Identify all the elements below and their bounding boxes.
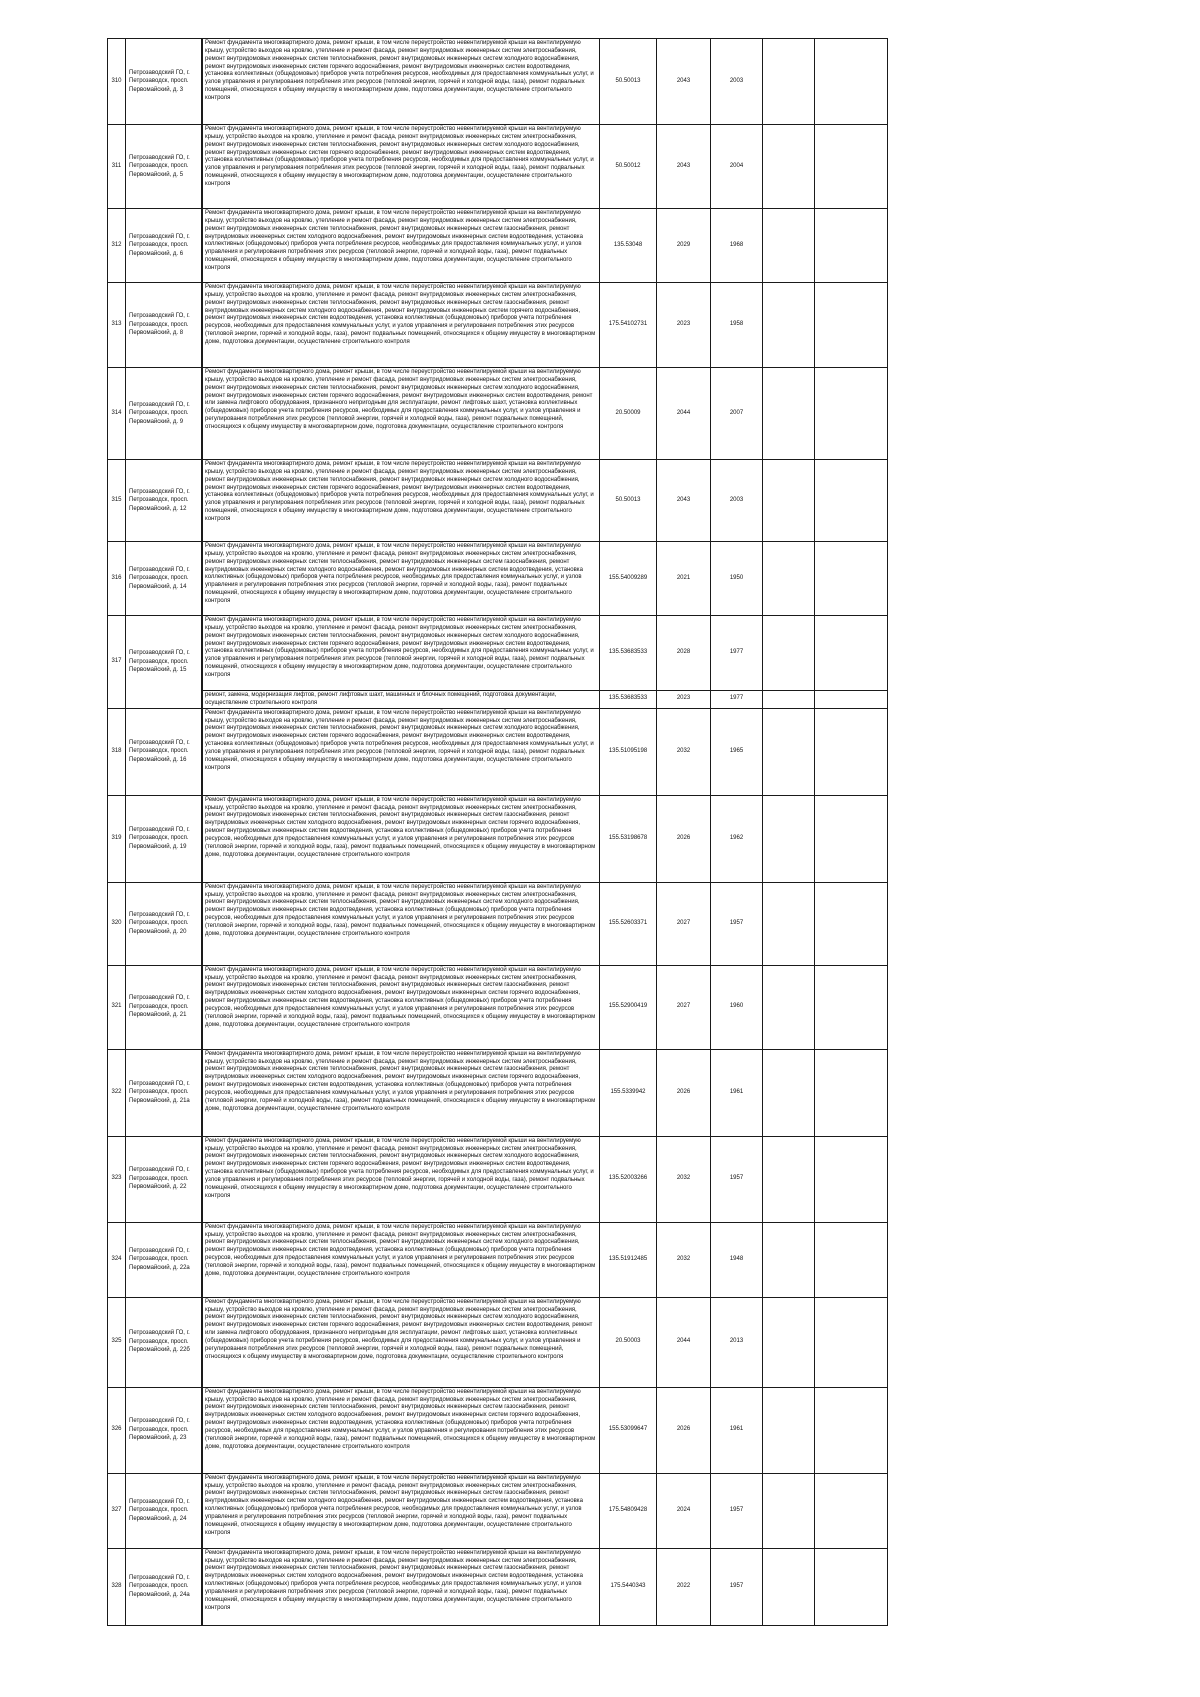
blank-cell <box>815 1548 888 1625</box>
build-year: 1961 <box>711 1049 763 1136</box>
works-description: Ремонт фундамента многоквартирного дома, ремонт крыши, в том числе переустройство невентилируемой крыши на вентилируемую крышу, устройство выходов на кровлю, утепление и ремонт фасада, ремонт внутридомовых инженерных систем электроснабжения, ремонт внутридомовых инженерных систем теплоснабжения, ремонт внутридомовых инженерных систем холодного водоснабжения, ремонт внутридомовых инженерных систем горячего водоснабжения, ремонт внутридомовых инженерных систем водоотведения, установка коллективных (общедомовых) приборов учета потребления ресурсов, необходимых для предоставления коммунальных услуг, и узлов управления и регулирования потребления этих ресурсов (тепловой энергии, горячей и холодной воды, газа), ремонт подвальных помещений, относящихся к общему имуществу в многоквартирном доме, подготовка документации, осуществление строительного контроля <box>203 616 600 691</box>
table-row <box>108 542 888 616</box>
blank-cell <box>815 1222 888 1297</box>
build-year: 1957 <box>711 882 763 965</box>
table-row <box>108 965 888 1049</box>
blank-cell <box>763 1222 815 1297</box>
row-number: 314 <box>108 368 126 460</box>
works-description: Ремонт фундамента многоквартирного дома, ремонт крыши, в том числе переустройство невентилируемой крыши на вентилируемую крышу, устройство выходов на кровлю, утепление и ремонт фасада, ремонт внутридомовых инженерных систем электроснабжения, ремонт внутридомовых инженерных систем теплоснабжения, ремонт внутридомовых инженерных систем холодного водоснабжения, ремонт внутридомовых инженерных систем водоотведения, установка коллективных (общедомовых) приборов учета потребления ресурсов, необходимых для предоставления коммунальных услуг, и узлов управления и регулирования потребления этих ресурсов (тепловой энергии, горячей и холодной воды, газа), ремонт подвальных помещений, относящихся к общему имуществу в многоквартирном доме, подготовка документации, осуществление строительного контроля <box>203 1222 600 1297</box>
blank-cell <box>815 616 888 691</box>
cost-value: 135.53048 <box>600 209 657 283</box>
address-cell: Петрозаводский ГО, г. Петрозаводск, просп. Первомайский, д. 24а <box>126 1548 202 1625</box>
row-number: 313 <box>108 283 126 368</box>
build-year: 2004 <box>711 125 763 209</box>
table-row <box>108 795 888 882</box>
planned-year: 2021 <box>657 542 711 616</box>
table-row <box>108 209 888 283</box>
address-cell: Петрозаводский ГО, г. Петрозаводск, просп. Первомайский, д. 14 <box>126 542 202 616</box>
address-cell: Петрозаводский ГО, г. Петрозаводск, просп. Первомайский, д. 22б <box>126 1297 202 1387</box>
planned-year: 2023 <box>657 691 711 709</box>
build-year: 2003 <box>711 460 763 542</box>
works-description: Ремонт фундамента многоквартирного дома, ремонт крыши, в том числе переустройство невентилируемой крыши на вентилируемую крышу, устройство выходов на кровлю, утепление и ремонт фасада, ремонт внутридомовых инженерных систем электроснабжения, ремонт внутридомовых инженерных систем теплоснабжения, ремонт внутридомовых инженерных систем холодного водоснабжения, ремонт внутридомовых инженерных систем горячего водоснабжения, ремонт внутридомовых инженерных систем водоотведения, установка коллективных (общедомовых) приборов учета потребления ресурсов, необходимых для предоставления коммунальных услуг, и узлов управления и регулирования потребления этих ресурсов (тепловой энергии, горячей и холодной воды, газа), ремонт подвальных помещений, относящихся к общему имуществу в многоквартирном доме, подготовка документации, осуществление строительного контроля <box>203 125 600 209</box>
works-description: Ремонт фундамента многоквартирного дома, ремонт крыши, в том числе переустройство невентилируемой крыши на вентилируемую крышу, устройство выходов на кровлю, утепление и ремонт фасада, ремонт внутридомовых инженерных систем электроснабжения, ремонт внутридомовых инженерных систем теплоснабжения, ремонт внутридомовых инженерных систем газоснабжения, ремонт внутридомовых инженерных систем холодного водоснабжения, ремонт внутридомовых инженерных систем горячего водоснабжения, ремонт внутридомовых инженерных систем водоотведения, установка коллективных (общедомовых) приборов учета потребления ресурсов, необходимых для предоставления коммунальных услуг, и узлов управления и регулирования потребления этих ресурсов (тепловой энергии, горячей и холодной воды, газа), ремонт подвальных помещений, относящихся к общему имуществу в многоквартирном доме, подготовка документации, осуществление строительного контроля <box>203 1049 600 1136</box>
row-number: 310 <box>108 39 126 125</box>
blank-cell <box>815 542 888 616</box>
build-year: 1960 <box>711 965 763 1049</box>
works-description: Ремонт фундамента многоквартирного дома, ремонт крыши, в том числе переустройство невентилируемой крыши на вентилируемую крышу, устройство выходов на кровлю, утепление и ремонт фасада, ремонт внутридомовых инженерных систем электроснабжения, ремонт внутридомовых инженерных систем теплоснабжения, ремонт внутридомовых инженерных систем холодного водоснабжения, ремонт внутридомовых инженерных систем водоотведения, установка коллективных (общедомовых) приборов учета потребления ресурсов, необходимых для предоставления коммунальных услуг, и узлов управления и регулирования потребления этих ресурсов (тепловой энергии, горячей и холодной воды, газа), ремонт подвальных помещений, относящихся к общему имуществу в многоквартирном доме, подготовка документации, осуществление строительного контроля <box>203 882 600 965</box>
build-year: 1957 <box>711 1136 763 1222</box>
table-row <box>108 1049 888 1136</box>
planned-year: 2044 <box>657 368 711 460</box>
table-row <box>108 882 888 965</box>
works-description: Ремонт фундамента многоквартирного дома, ремонт крыши, в том числе переустройство невентилируемой крыши на вентилируемую крышу, устройство выходов на кровлю, утепление и ремонт фасада, ремонт внутридомовых инженерных систем электроснабжения, ремонт внутридомовых инженерных систем теплоснабжения, ремонт внутридомовых инженерных систем холодного водоснабжения, ремонт внутридомовых инженерных систем горячего водоснабжения, ремонт внутридомовых инженерных систем водоотведения, установка коллективных (общедомовых) приборов учета потребления ресурсов, необходимых для предоставления коммунальных услуг, и узлов управления и регулирования потребления этих ресурсов (тепловой энергии, горячей и холодной воды, газа), ремонт подвальных помещений, относящихся к общему имуществу в многоквартирном доме, подготовка документации, осуществление строительного контроля <box>203 1136 600 1222</box>
row-number: 328 <box>108 1548 126 1625</box>
cost-value: 155.53099647 <box>600 1387 657 1473</box>
row-number: 323 <box>108 1136 126 1222</box>
blank-cell <box>763 1387 815 1473</box>
planned-year: 2028 <box>657 616 711 691</box>
blank-cell <box>815 1136 888 1222</box>
cost-value: 175.5440343 <box>600 1548 657 1625</box>
blank-cell <box>763 795 815 882</box>
table-row <box>108 125 888 209</box>
works-description: Ремонт фундамента многоквартирного дома, ремонт крыши, в том числе переустройство невентилируемой крыши на вентилируемую крышу, устройство выходов на кровлю, утепление и ремонт фасада, ремонт внутридомовых инженерных систем электроснабжения, ремонт внутридомовых инженерных систем теплоснабжения, ремонт внутридомовых инженерных систем холодного водоснабжения, ремонт внутридомовых инженерных систем горячего водоснабжения, ремонт внутридомовых инженерных систем водоотведения, установка коллективных (общедомовых) приборов учета потребления ресурсов, необходимых для предоставления коммунальных услуг, и узлов управления и регулирования потребления этих ресурсов (тепловой энергии, горячей и холодной воды, газа), ремонт подвальных помещений, относящихся к общему имуществу в многоквартирном доме, подготовка документации, осуществление строительного контроля <box>203 460 600 542</box>
planned-year: 2044 <box>657 1297 711 1387</box>
cost-value: 175.54102731 <box>600 283 657 368</box>
address-cell: Петрозаводский ГО, г. Петрозаводск, просп. Первомайский, д. 24 <box>126 1473 202 1548</box>
table-row <box>108 1548 888 1625</box>
row-number: 318 <box>108 708 126 795</box>
table-row <box>108 283 888 368</box>
row-number: 315 <box>108 460 126 542</box>
blank-cell <box>815 691 888 709</box>
address-cell: Петрозаводский ГО, г. Петрозаводск, просп. Первомайский, д. 21а <box>126 1049 202 1136</box>
table-row <box>108 616 888 691</box>
blank-cell <box>763 691 815 709</box>
blank-cell <box>763 882 815 965</box>
build-year: 1957 <box>711 1548 763 1625</box>
blank-cell <box>815 1297 888 1387</box>
blank-cell <box>815 1049 888 1136</box>
cost-value: 50.50013 <box>600 39 657 125</box>
address-cell: Петрозаводский ГО, г. Петрозаводск, просп. Первомайский, д. 15 <box>126 616 202 709</box>
build-year: 1948 <box>711 1222 763 1297</box>
blank-cell <box>815 209 888 283</box>
works-description: Ремонт фундамента многоквартирного дома, ремонт крыши, в том числе переустройство невентилируемой крыши на вентилируемую крышу, устройство выходов на кровлю, утепление и ремонт фасада, ремонт внутридомовых инженерных систем электроснабжения, ремонт внутридомовых инженерных систем теплоснабжения, ремонт внутридомовых инженерных систем газоснабжения, ремонт внутридомовых инженерных систем холодного водоснабжения, ремонт внутридомовых инженерных систем горячего водоснабжения, ремонт внутридомовых инженерных систем водоотведения, установка коллективных (общедомовых) приборов учета потребления ресурсов, необходимых для предоставления коммунальных услуг, и узлов управления и регулирования потребления этих ресурсов (тепловой энергии, горячей и холодной воды, газа), ремонт подвальных помещений, относящихся к общему имуществу в многоквартирном доме, подготовка документации, осуществление строительного контроля <box>203 283 600 368</box>
build-year: 2003 <box>711 39 763 125</box>
planned-year: 2027 <box>657 965 711 1049</box>
planned-year: 2022 <box>657 1548 711 1625</box>
housing-repair-table <box>107 38 888 1626</box>
planned-year: 2026 <box>657 795 711 882</box>
address-cell: Петрозаводский ГО, г. Петрозаводск, просп. Первомайский, д. 22 <box>126 1136 202 1222</box>
cost-value: 20.50003 <box>600 1297 657 1387</box>
address-cell: Петрозаводский ГО, г. Петрозаводск, просп. Первомайский, д. 21 <box>126 965 202 1049</box>
works-description: Ремонт фундамента многоквартирного дома, ремонт крыши, в том числе переустройство невентилируемой крыши на вентилируемую крышу, устройство выходов на кровлю, утепление и ремонт фасада, ремонт внутридомовых инженерных систем электроснабжения, ремонт внутридомовых инженерных систем теплоснабжения, ремонт внутридомовых инженерных систем газоснабжения, ремонт внутридомовых инженерных систем холодного водоснабжения, ремонт внутридомовых инженерных систем горячего водоснабжения, ремонт внутридомовых инженерных систем водоотведения, установка коллективных (общедомовых) приборов учета потребления ресурсов, необходимых для предоставления коммунальных услуг, и узлов управления и регулирования потребления этих ресурсов (тепловой энергии, горячей и холодной воды, газа), ремонт подвальных помещений, относящихся к общему имуществу в многоквартирном доме, подготовка документации, осуществление строительного контроля <box>203 795 600 882</box>
blank-cell <box>815 708 888 795</box>
row-number: 320 <box>108 882 126 965</box>
build-year: 2007 <box>711 368 763 460</box>
row-number: 327 <box>108 1473 126 1548</box>
works-description: Ремонт фундамента многоквартирного дома, ремонт крыши, в том числе переустройство невентилируемой крыши на вентилируемую крышу, устройство выходов на кровлю, утепление и ремонт фасада, ремонт внутридомовых инженерных систем электроснабжения, ремонт внутридомовых инженерных систем теплоснабжения, ремонт внутридомовых инженерных систем газоснабжения, ремонт внутридомовых инженерных систем холодного водоснабжения, ремонт внутридомовых инженерных систем водоотведения, установка коллективных (общедомовых) приборов учета потребления ресурсов, необходимых для предоставления коммунальных услуг, и узлов управления и регулирования потребления этих ресурсов (тепловой энергии, горячей и холодной воды, газа), ремонт подвальных помещений, относящихся к общему имуществу в многоквартирном доме, подготовка документации, осуществление строительного контроля <box>203 1548 600 1625</box>
works-description: Ремонт фундамента многоквартирного дома, ремонт крыши, в том числе переустройство невентилируемой крыши на вентилируемую крышу, устройство выходов на кровлю, утепление и ремонт фасада, ремонт внутридомовых инженерных систем электроснабжения, ремонт внутридомовых инженерных систем теплоснабжения, ремонт внутридомовых инженерных систем газоснабжения, ремонт внутридомовых инженерных систем холодного водоснабжения, ремонт внутридомовых инженерных систем водоотведения, установка коллективных (общедомовых) приборов учета потребления ресурсов, необходимых для предоставления коммунальных услуг, и узлов управления и регулирования потребления этих ресурсов (тепловой энергии, горячей и холодной воды, газа), ремонт подвальных помещений, относящихся к общему имуществу в многоквартирном доме, подготовка документации, осуществление строительного контроля <box>203 209 600 283</box>
planned-year: 2026 <box>657 1387 711 1473</box>
blank-cell <box>815 368 888 460</box>
planned-year: 2027 <box>657 882 711 965</box>
cost-value: 155.52900419 <box>600 965 657 1049</box>
table-row <box>108 691 888 709</box>
build-year: 1977 <box>711 691 763 709</box>
cost-value: 50.50012 <box>600 125 657 209</box>
works-description: Ремонт фундамента многоквартирного дома, ремонт крыши, в том числе переустройство невентилируемой крыши на вентилируемую крышу, устройство выходов на кровлю, утепление и ремонт фасада, ремонт внутридомовых инженерных систем электроснабжения, ремонт внутридомовых инженерных систем теплоснабжения, ремонт внутридомовых инженерных систем холодного водоснабжения, ремонт внутридомовых инженерных систем горячего водоснабжения, ремонт внутридомовых инженерных систем водоотведения, установка коллективных (общедомовых) приборов учета потребления ресурсов, необходимых для предоставления коммунальных услуг, и узлов управления и регулирования потребления этих ресурсов (тепловой энергии, горячей и холодной воды, газа), ремонт подвальных помещений, относящихся к общему имуществу в многоквартирном доме, подготовка документации, осуществление строительного контроля <box>203 39 600 125</box>
table-row <box>108 368 888 460</box>
build-year: 1962 <box>711 795 763 882</box>
row-number: 312 <box>108 209 126 283</box>
blank-cell <box>763 39 815 125</box>
works-description: Ремонт фундамента многоквартирного дома, ремонт крыши, в том числе переустройство невентилируемой крыши на вентилируемую крышу, устройство выходов на кровлю, утепление и ремонт фасада, ремонт внутридомовых инженерных систем электроснабжения, ремонт внутридомовых инженерных систем теплоснабжения, ремонт внутридомовых инженерных систем холодного водоснабжения, ремонт внутридомовых инженерных систем горячего водоснабжения, ремонт внутридомовых инженерных систем водоотведения, установка коллективных (общедомовых) приборов учета потребления ресурсов, необходимых для предоставления коммунальных услуг, и узлов управления и регулирования потребления этих ресурсов (тепловой энергии, горячей и холодной воды, газа), ремонт подвальных помещений, относящихся к общему имуществу в многоквартирном доме, подготовка документации, осуществление строительного контроля <box>203 708 600 795</box>
works-description: Ремонт фундамента многоквартирного дома, ремонт крыши, в том числе переустройство невентилируемой крыши на вентилируемую крышу, устройство выходов на кровлю, утепление и ремонт фасада, ремонт внутридомовых инженерных систем электроснабжения, ремонт внутридомовых инженерных систем теплоснабжения, ремонт внутридомовых инженерных систем газоснабжения, ремонт внутридомовых инженерных систем холодного водоснабжения, ремонт внутридомовых инженерных систем горячего водоснабжения, ремонт внутридомовых инженерных систем водоотведения, установка коллективных (общедомовых) приборов учета потребления ресурсов, необходимых для предоставления коммунальных услуг, и узлов управления и регулирования потребления этих ресурсов (тепловой энергии, горячей и холодной воды, газа), ремонт подвальных помещений, относящихся к общему имуществу в многоквартирном доме, подготовка документации, осуществление строительного контроля <box>203 965 600 1049</box>
planned-year: 2026 <box>657 1049 711 1136</box>
blank-cell <box>763 1136 815 1222</box>
address-cell: Петрозаводский ГО, г. Петрозаводск, просп. Первомайский, д. 20 <box>126 882 202 965</box>
row-number: 322 <box>108 1049 126 1136</box>
cost-value: 135.53683533 <box>600 691 657 709</box>
row-number: 321 <box>108 965 126 1049</box>
blank-cell <box>763 209 815 283</box>
blank-cell <box>763 616 815 691</box>
blank-cell <box>763 1548 815 1625</box>
blank-cell <box>815 1473 888 1548</box>
planned-year: 2032 <box>657 1136 711 1222</box>
address-cell: Петрозаводский ГО, г. Петрозаводск, просп. Первомайский, д. 19 <box>126 795 202 882</box>
blank-cell <box>815 39 888 125</box>
blank-cell <box>763 460 815 542</box>
planned-year: 2043 <box>657 460 711 542</box>
planned-year: 2024 <box>657 1473 711 1548</box>
blank-cell <box>815 795 888 882</box>
cost-value: 155.52603371 <box>600 882 657 965</box>
table-body <box>108 39 888 1626</box>
planned-year: 2032 <box>657 1222 711 1297</box>
blank-cell <box>815 882 888 965</box>
table-row <box>108 1297 888 1387</box>
build-year: 1968 <box>711 209 763 283</box>
table-row <box>108 1387 888 1473</box>
address-cell: Петрозаводский ГО, г. Петрозаводск, просп. Первомайский, д. 9 <box>126 368 202 460</box>
row-number: 319 <box>108 795 126 882</box>
works-description: Ремонт фундамента многоквартирного дома, ремонт крыши, в том числе переустройство невентилируемой крыши на вентилируемую крышу, устройство выходов на кровлю, утепление и ремонт фасада, ремонт внутридомовых инженерных систем электроснабжения, ремонт внутридомовых инженерных систем теплоснабжения, ремонт внутридомовых инженерных систем газоснабжения, ремонт внутридомовых инженерных систем холодного водоснабжения, ремонт внутридомовых инженерных систем водоотведения, установка коллективных (общедомовых) приборов учета потребления ресурсов, необходимых для предоставления коммунальных услуг, и узлов управления и регулирования потребления этих ресурсов (тепловой энергии, горячей и холодной воды, газа), ремонт подвальных помещений, относящихся к общему имуществу в многоквартирном доме, подготовка документации, осуществление строительного контроля <box>203 1473 600 1548</box>
address-cell: Петрозаводский ГО, г. Петрозаводск, просп. Первомайский, д. 3 <box>126 39 202 125</box>
row-number: 326 <box>108 1387 126 1473</box>
planned-year: 2023 <box>657 283 711 368</box>
blank-cell <box>763 368 815 460</box>
blank-cell <box>815 283 888 368</box>
planned-year: 2043 <box>657 39 711 125</box>
table-row <box>108 39 888 125</box>
row-number: 325 <box>108 1297 126 1387</box>
blank-cell <box>815 1387 888 1473</box>
address-cell: Петрозаводский ГО, г. Петрозаводск, просп. Первомайский, д. 5 <box>126 125 202 209</box>
cost-value: 135.51095198 <box>600 708 657 795</box>
address-cell: Петрозаводский ГО, г. Петрозаводск, просп. Первомайский, д. 12 <box>126 460 202 542</box>
blank-cell <box>763 283 815 368</box>
build-year: 2013 <box>711 1297 763 1387</box>
row-number: 317 <box>108 616 126 709</box>
cost-value: 135.53683533 <box>600 616 657 691</box>
cost-value: 135.52003266 <box>600 1136 657 1222</box>
cost-value: 155.5339942 <box>600 1049 657 1136</box>
build-year: 1958 <box>711 283 763 368</box>
address-cell: Петрозаводский ГО, г. Петрозаводск, просп. Первомайский, д. 6 <box>126 209 202 283</box>
works-description: Ремонт фундамента многоквартирного дома, ремонт крыши, в том числе переустройство невентилируемой крыши на вентилируемую крышу, устройство выходов на кровлю, утепление и ремонт фасада, ремонт внутридомовых инженерных систем электроснабжения, ремонт внутридомовых инженерных систем теплоснабжения, ремонт внутридомовых инженерных систем газоснабжения, ремонт внутридомовых инженерных систем холодного водоснабжения, ремонт внутридомовых инженерных систем водоотведения, установка коллективных (общедомовых) приборов учета потребления ресурсов, необходимых для предоставления коммунальных услуг, и узлов управления и регулирования потребления этих ресурсов (тепловой энергии, горячей и холодной воды, газа), ремонт подвальных помещений, относящихся к общему имуществу в многоквартирном доме, подготовка документации, осуществление строительного контроля <box>203 542 600 616</box>
build-year: 1950 <box>711 542 763 616</box>
planned-year: 2029 <box>657 209 711 283</box>
cost-value: 155.54009289 <box>600 542 657 616</box>
build-year: 1961 <box>711 1387 763 1473</box>
blank-cell <box>763 708 815 795</box>
blank-cell <box>815 460 888 542</box>
cost-value: 155.53198678 <box>600 795 657 882</box>
address-cell: Петрозаводский ГО, г. Петрозаводск, просп. Первомайский, д. 22а <box>126 1222 202 1297</box>
build-year: 1957 <box>711 1473 763 1548</box>
build-year: 1977 <box>711 616 763 691</box>
blank-cell <box>763 1473 815 1548</box>
works-description: Ремонт фундамента многоквартирного дома, ремонт крыши, в том числе переустройство невентилируемой крыши на вентилируемую крышу, устройство выходов на кровлю, утепление и ремонт фасада, ремонт внутридомовых инженерных систем электроснабжения, ремонт внутридомовых инженерных систем теплоснабжения, ремонт внутридомовых инженерных систем холодного водоснабжения, ремонт внутридомовых инженерных систем горячего водоснабжения, ремонт внутридомовых инженерных систем водоотведения, ремонт или замена лифтового оборудования, признанного непригодным для эксплуатации, ремонт лифтовых шахт, установка коллективных (общедомовых) приборов учета потребления ресурсов, необходимых для предоставления коммунальных услуг, и узлов управления и регулирования потребления этих ресурсов (тепловой энергии, горячей и холодной воды, газа), ремонт подвальных помещений, относящихся к общему имуществу в многоквартирном доме, подготовка документации, осуществление строительного контроля <box>203 1297 600 1387</box>
address-cell: Петрозаводский ГО, г. Петрозаводск, просп. Первомайский, д. 16 <box>126 708 202 795</box>
blank-cell <box>763 1297 815 1387</box>
works-description: ремонт, замена, модернизация лифтов, ремонт лифтовых шахт, машинных и блочных помещений, подготовка документации, осуществление строительного контроля <box>203 691 600 709</box>
table-row <box>108 708 888 795</box>
blank-cell <box>763 125 815 209</box>
planned-year: 2032 <box>657 708 711 795</box>
works-description: Ремонт фундамента многоквартирного дома, ремонт крыши, в том числе переустройство невентилируемой крыши на вентилируемую крышу, устройство выходов на кровлю, утепление и ремонт фасада, ремонт внутридомовых инженерных систем электроснабжения, ремонт внутридомовых инженерных систем теплоснабжения, ремонт внутридомовых инженерных систем холодного водоснабжения, ремонт внутридомовых инженерных систем горячего водоснабжения, ремонт внутридомовых инженерных систем водоотведения, ремонт или замена лифтового оборудования, признанного непригодным для эксплуатации, ремонт лифтовых шахт, установка коллективных (общедомовых) приборов учета потребления ресурсов, необходимых для предоставления коммунальных услуг, и узлов управления и регулирования потребления этих ресурсов (тепловой энергии, горячей и холодной воды, газа), ремонт подвальных помещений, относящихся к общему имуществу в многоквартирном доме, подготовка документации, осуществление строительного контроля <box>203 368 600 460</box>
cost-value: 20.50009 <box>600 368 657 460</box>
table-row <box>108 1136 888 1222</box>
row-number: 324 <box>108 1222 126 1297</box>
blank-cell <box>815 125 888 209</box>
blank-cell <box>763 542 815 616</box>
blank-cell <box>763 965 815 1049</box>
planned-year: 2043 <box>657 125 711 209</box>
cost-value: 175.54809428 <box>600 1473 657 1548</box>
table-row <box>108 1222 888 1297</box>
row-number: 316 <box>108 542 126 616</box>
cost-value: 135.51912485 <box>600 1222 657 1297</box>
table-row <box>108 1473 888 1548</box>
build-year: 1965 <box>711 708 763 795</box>
works-description: Ремонт фундамента многоквартирного дома, ремонт крыши, в том числе переустройство невентилируемой крыши на вентилируемую крышу, устройство выходов на кровлю, утепление и ремонт фасада, ремонт внутридомовых инженерных систем электроснабжения, ремонт внутридомовых инженерных систем теплоснабжения, ремонт внутридомовых инженерных систем газоснабжения, ремонт внутридомовых инженерных систем холодного водоснабжения, ремонт внутридомовых инженерных систем горячего водоснабжения, ремонт внутридомовых инженерных систем водоотведения, установка коллективных (общедомовых) приборов учета потребления ресурсов, необходимых для предоставления коммунальных услуг, и узлов управления и регулирования потребления этих ресурсов (тепловой энергии, горячей и холодной воды, газа), ремонт подвальных помещений, относящихся к общему имуществу в многоквартирном доме, подготовка документации, осуществление строительного контроля <box>203 1387 600 1473</box>
row-number: 311 <box>108 125 126 209</box>
table-row <box>108 460 888 542</box>
address-cell: Петрозаводский ГО, г. Петрозаводск, просп. Первомайский, д. 8 <box>126 283 202 368</box>
blank-cell <box>763 1049 815 1136</box>
address-cell: Петрозаводский ГО, г. Петрозаводск, просп. Первомайский, д. 23 <box>126 1387 202 1473</box>
cost-value: 50.50013 <box>600 460 657 542</box>
blank-cell <box>815 965 888 1049</box>
